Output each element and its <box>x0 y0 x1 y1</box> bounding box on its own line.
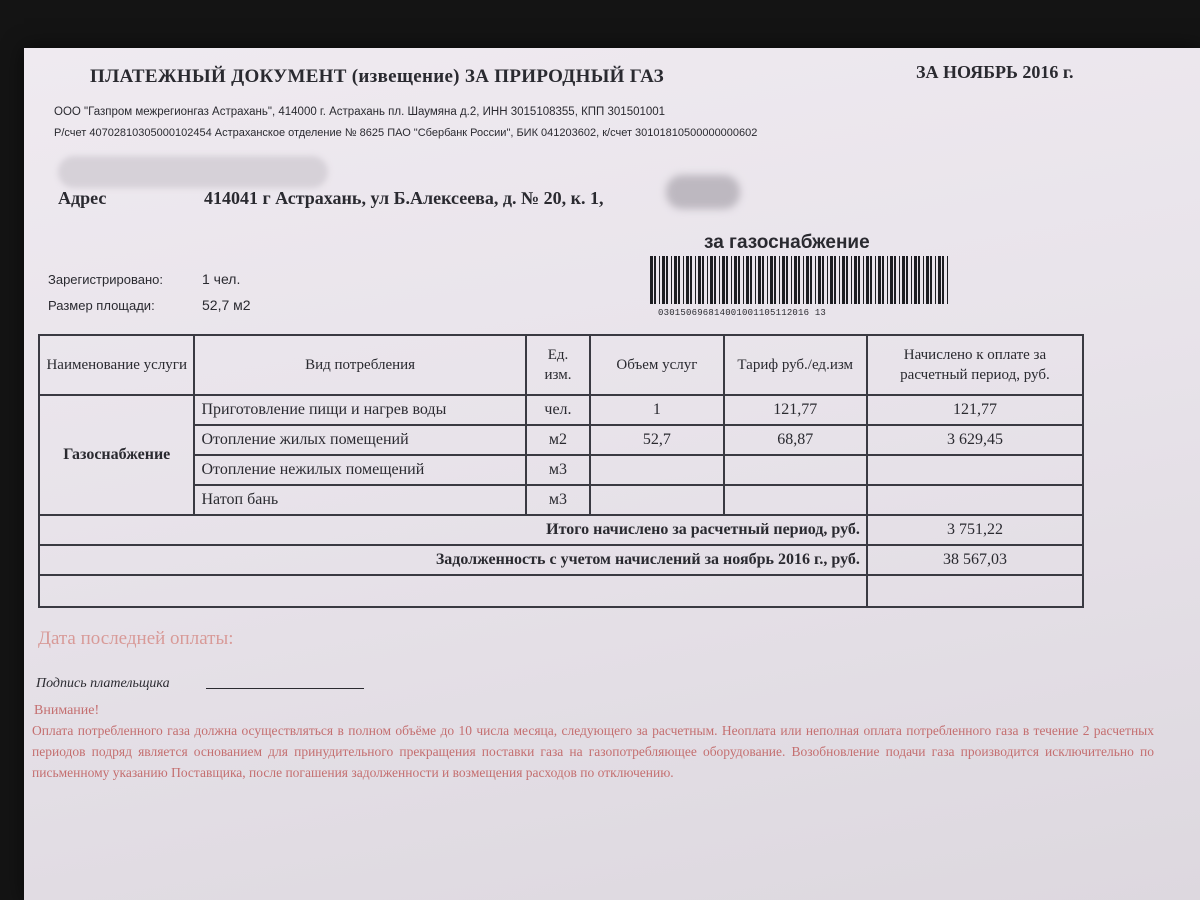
barcode-bar <box>926 256 929 304</box>
unit-cell: чел. <box>526 395 591 425</box>
barcode-bar <box>938 256 941 304</box>
barcode-bar <box>858 256 860 304</box>
service-title: за газоснабжение <box>704 232 870 253</box>
registered-value: 1 чел. <box>202 271 241 287</box>
service-name-cell: Газоснабжение <box>39 395 194 515</box>
empty-cell <box>867 575 1083 607</box>
barcode-bar <box>671 256 672 304</box>
barcode-bar <box>875 256 876 304</box>
barcode-bar <box>902 256 905 304</box>
tariff-cell <box>724 485 867 515</box>
barcode-bar <box>726 256 728 304</box>
consumption-type-cell: Отопление жилых помещений <box>194 425 525 455</box>
charged-cell: 3 629,45 <box>867 425 1083 455</box>
barcode-bar <box>798 256 800 304</box>
barcode-bar <box>914 256 917 304</box>
tariff-cell: 121,77 <box>724 395 867 425</box>
total-value: 3 751,22 <box>867 515 1083 545</box>
debt-label: Задолженность с учетом начислений за ноябрь 2016 г., руб. <box>39 545 867 575</box>
table-row <box>39 455 1083 485</box>
barcode-bar <box>707 256 708 304</box>
registered-label: Зарегистрировано: <box>48 272 163 287</box>
unit-cell: м2 <box>526 425 591 455</box>
billing-period: ЗА НОЯБРЬ 2016 г. <box>916 62 1074 82</box>
barcode-bar <box>923 256 924 304</box>
barcode-bar <box>846 256 848 304</box>
barcode-bar <box>719 256 720 304</box>
barcode-bar <box>827 256 828 304</box>
barcode-bar <box>947 256 948 304</box>
barcode-bar <box>750 256 752 304</box>
barcode-bar <box>786 256 788 304</box>
tariff-cell: 68,87 <box>724 425 867 455</box>
volume-cell <box>590 455 723 485</box>
unit-cell: м3 <box>526 485 591 515</box>
barcode-bar <box>930 256 932 304</box>
table-row <box>39 395 1083 425</box>
barcode-bar <box>810 256 812 304</box>
signature-label: Подпись плательщика <box>36 676 170 691</box>
barcode-bar <box>762 256 764 304</box>
barcode-bar <box>803 256 804 304</box>
barcode-bar <box>894 256 896 304</box>
barcode-bar <box>806 256 809 304</box>
barcode-bar <box>758 256 761 304</box>
area-value: 52,7 м2 <box>202 297 251 313</box>
barcode-bar <box>767 256 768 304</box>
barcode-bar <box>674 256 677 304</box>
barcode-bar <box>866 256 869 304</box>
barcode-bar <box>698 256 701 304</box>
empty-row <box>39 575 1083 607</box>
barcode-bar <box>818 256 821 304</box>
barcode-bar <box>851 256 852 304</box>
barcode-bar <box>659 256 660 304</box>
barcode-bar <box>935 256 936 304</box>
charged-cell <box>867 455 1083 485</box>
barcode-bar <box>770 256 773 304</box>
barcode-bar <box>822 256 824 304</box>
barcode-bar <box>678 256 680 304</box>
volume-cell <box>590 485 723 515</box>
header-charged: Начислено к оплате за расчетный период, руб. <box>867 335 1083 395</box>
barcode-bar <box>722 256 725 304</box>
signature-line[interactable] <box>206 688 364 689</box>
warning-title: Внимание! <box>34 703 100 718</box>
table-header-row <box>39 335 1083 395</box>
barcode-bar <box>882 256 884 304</box>
barcode-bar <box>714 256 716 304</box>
debt-value: 38 567,03 <box>867 545 1083 575</box>
barcode-bar <box>830 256 833 304</box>
bank-details: Р/счет 40702810305000102454 Астраханское отделение № 8625 ПАО "Сбербанк России", БИК 041203602, к/счет 30101810500000000602 <box>54 127 758 139</box>
consumption-type-cell: Натоп бань <box>194 485 525 515</box>
header-service: Наименование услуги <box>39 335 194 395</box>
last-payment-date-label: Дата последней оплаты: <box>38 628 234 649</box>
barcode-bar <box>887 256 888 304</box>
barcode-bar <box>899 256 900 304</box>
barcode-bar <box>870 256 872 304</box>
barcode-bar <box>743 256 744 304</box>
unit-cell: м3 <box>526 455 591 485</box>
area-label: Размер площади: <box>48 298 155 313</box>
header-tariff: Тариф руб./ед.изм <box>724 335 867 395</box>
barcode-bar <box>842 256 845 304</box>
barcode-bar <box>774 256 776 304</box>
barcode-bar <box>834 256 836 304</box>
barcode-bar <box>690 256 692 304</box>
barcode-bar <box>918 256 920 304</box>
barcode-bar <box>755 256 756 304</box>
empty-cell <box>39 575 867 607</box>
redacted-name-blur <box>58 156 328 188</box>
barcode-bar <box>942 256 944 304</box>
payment-document <box>24 48 1200 900</box>
total-label: Итого начислено за расчетный период, руб. <box>39 515 867 545</box>
charged-cell <box>867 485 1083 515</box>
header-volume: Объем услуг <box>590 335 723 395</box>
barcode-bar <box>738 256 740 304</box>
barcode-bar <box>702 256 704 304</box>
table-row <box>39 425 1083 455</box>
barcode-bar <box>683 256 684 304</box>
barcode-number: 030150696814001001105112016 13 <box>658 308 827 318</box>
barcode-bar <box>650 256 653 304</box>
barcode-bar <box>666 256 668 304</box>
tariff-cell <box>724 455 867 485</box>
address-value: 414041 г Астрахань, ул Б.Алексеева, д. № 20, к. 1, <box>204 188 604 208</box>
charges-table <box>38 334 1084 608</box>
table-row <box>39 485 1083 515</box>
barcode-bar <box>734 256 737 304</box>
document-title: ПЛАТЕЖНЫЙ ДОКУМЕНТ (извещение) ЗА ПРИРОДНЫЙ ГАЗ <box>90 66 664 87</box>
barcode-bar <box>710 256 713 304</box>
barcode-bar <box>662 256 665 304</box>
barcode-bar <box>911 256 912 304</box>
barcode-bar <box>782 256 785 304</box>
redacted-apartment-blur <box>666 175 740 209</box>
barcode-bar <box>815 256 816 304</box>
barcode-bar <box>839 256 840 304</box>
barcode-bar <box>686 256 689 304</box>
barcode <box>650 256 952 304</box>
barcode-bar <box>878 256 881 304</box>
barcode-bar <box>746 256 749 304</box>
barcode-bar <box>890 256 893 304</box>
debt-row <box>39 545 1083 575</box>
barcode-bar <box>695 256 696 304</box>
charged-cell: 121,77 <box>867 395 1083 425</box>
total-row <box>39 515 1083 545</box>
header-unit: Ед. изм. <box>526 335 591 395</box>
barcode-bar <box>906 256 908 304</box>
barcode-bar <box>654 256 656 304</box>
volume-cell: 1 <box>590 395 723 425</box>
warning-text: Оплата потребленного газа должна осуществляться в полном объёме до 10 числа месяца, следующего за расчетным. Неоплата или неполная оплата потребленного газа в течение 2 расчетных периодов подряд является основанием для принудительного прекращения поставки газа на газопотребляющее оборудование. Возобновление подачи газа производится исключительно по письменному указанию Поставщика, после погашения задолженности и возмещения расходов по отключению. <box>32 723 1154 780</box>
supplier-details: ООО "Газпром межрегионгаз Астрахань", 414000 г. Астрахань пл. Шаумяна д.2, ИНН 3015108355, КПП 301501001 <box>54 106 666 118</box>
address-label: Адрес <box>58 188 107 208</box>
consumption-type-cell: Приготовление пищи и нагрев воды <box>194 395 525 425</box>
consumption-type-cell: Отопление нежилых помещений <box>194 455 525 485</box>
barcode-bar <box>779 256 780 304</box>
barcode-bar <box>731 256 732 304</box>
volume-cell: 52,7 <box>590 425 723 455</box>
barcode-bar <box>791 256 792 304</box>
barcode-bar <box>854 256 857 304</box>
header-consumption-type: Вид потребления <box>194 335 525 395</box>
barcode-bar <box>863 256 864 304</box>
barcode-bar <box>794 256 797 304</box>
